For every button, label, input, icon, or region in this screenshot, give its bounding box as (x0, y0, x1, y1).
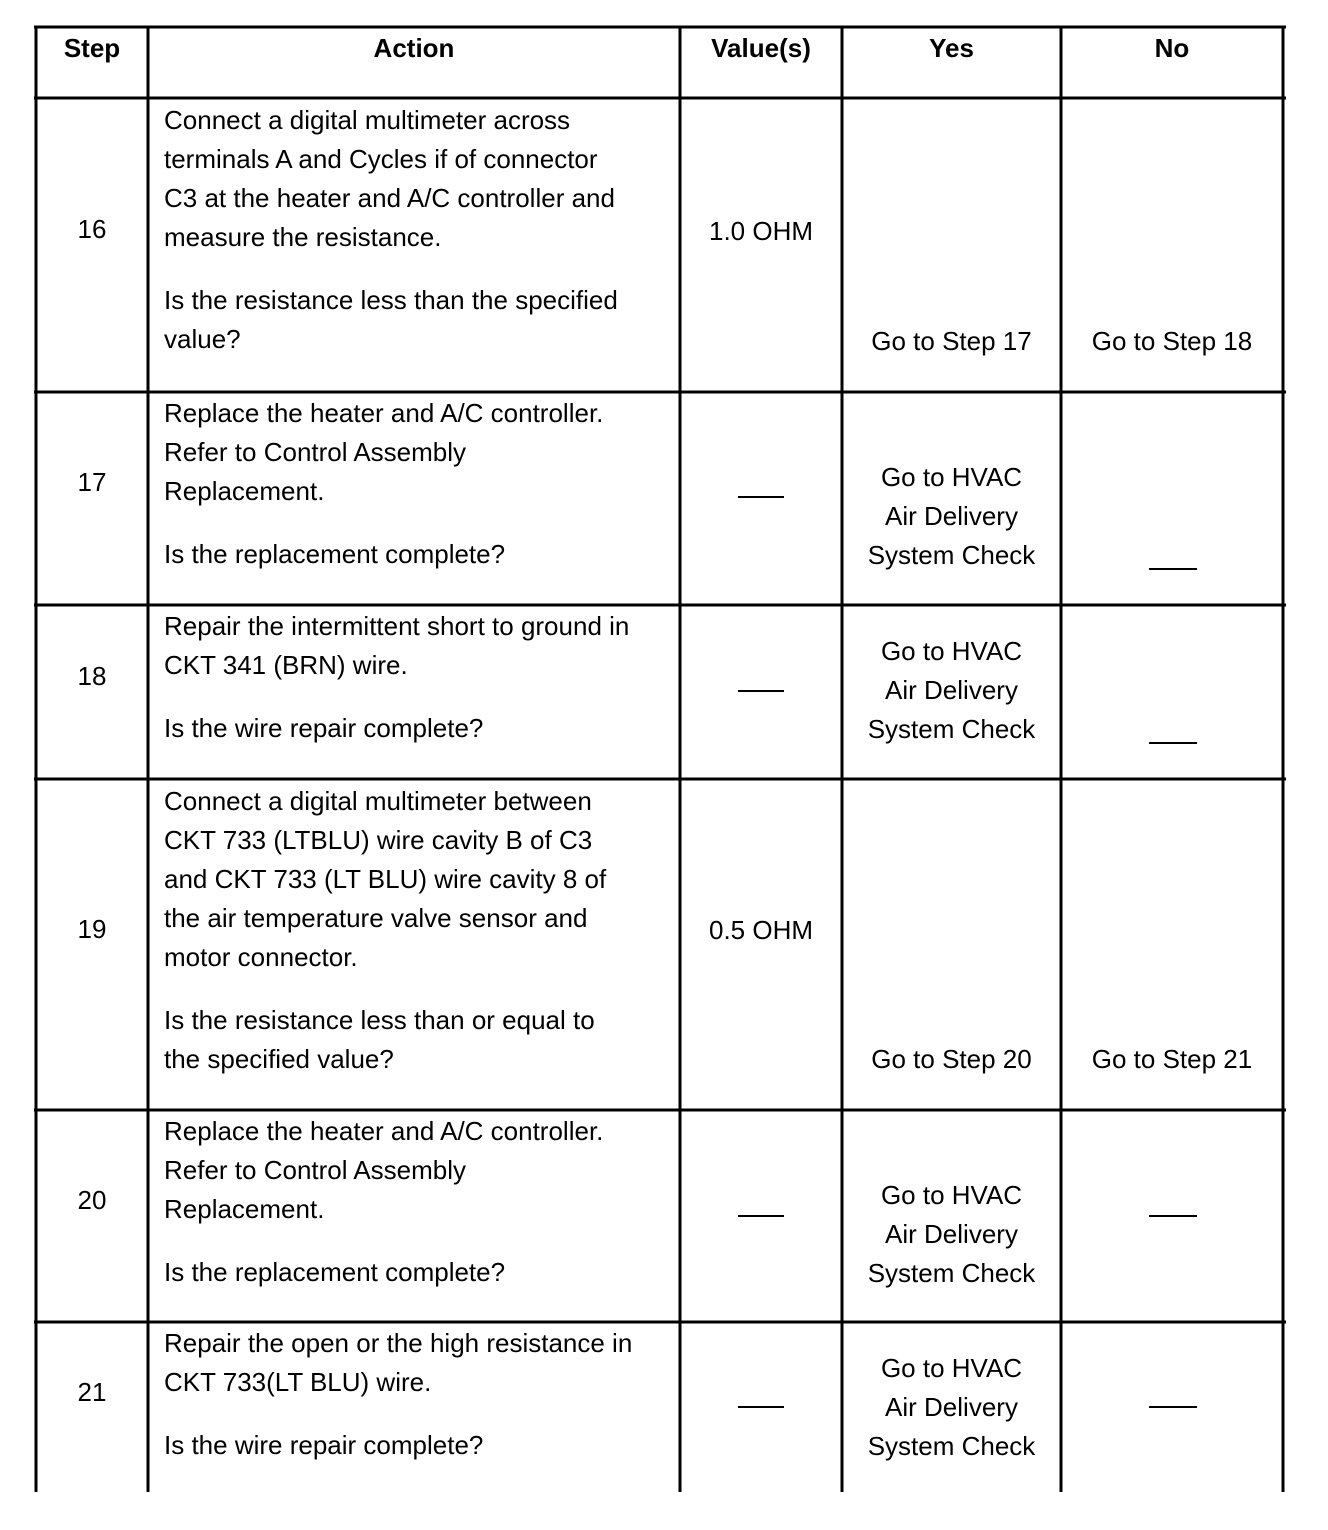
header-action: Action (373, 33, 455, 63)
table-row-step: 21 (77, 1377, 107, 1407)
question-line: value? (164, 324, 241, 354)
yes-line: Go to HVAC (880, 462, 1023, 492)
no-empty-dash (1149, 1406, 1197, 1408)
action-line: CKT 341 (BRN) wire. (164, 650, 408, 680)
table-row-yes: Go to Step 20 (871, 1044, 1032, 1074)
action-line: Replace the heater and A/C controller. (164, 1116, 604, 1146)
table-row-action (164, 394, 680, 574)
table-row-action (164, 1112, 680, 1292)
yes-line: Air Delivery (885, 501, 1018, 531)
table-row-value: 0.5 OHM (708, 915, 814, 945)
question-line: the specified value? (164, 1044, 394, 1074)
yes-line: System Check (867, 1258, 1036, 1288)
table-row-action (164, 101, 680, 359)
table-row-yes (842, 1176, 1061, 1293)
header-no: No (1154, 33, 1190, 63)
yes-line: Air Delivery (885, 675, 1018, 705)
action-line: motor connector. (164, 942, 358, 972)
action-line: the air temperature valve sensor and (164, 903, 588, 933)
action-line: Replacement. (164, 1194, 325, 1224)
yes-line: System Check (867, 714, 1036, 744)
yes-line: Go to HVAC (880, 1180, 1023, 1210)
question-line: Is the wire repair complete? (164, 713, 484, 743)
table-row-step: 19 (77, 914, 107, 944)
action-line: Repair the intermittent short to ground in (164, 611, 630, 641)
table-row-yes: Go to Step 17 (871, 326, 1032, 356)
action-line: and CKT 733 (LT BLU) wire cavity 8 of (164, 864, 607, 894)
action-line: C3 at the heater and A/C controller and (164, 183, 615, 213)
table-row-action (164, 1324, 680, 1465)
table-row-value: 1.0 OHM (708, 216, 814, 246)
action-line: Refer to Control Assembly (164, 437, 467, 467)
header-step: Step (63, 33, 121, 63)
table-row-yes (842, 458, 1061, 575)
table-row-yes (842, 632, 1061, 749)
value-empty-dash (738, 690, 784, 692)
table-row-step: 18 (77, 661, 107, 691)
action-line: Connect a digital multimeter between (164, 786, 592, 816)
table-row-no: Go to Step 18 (1091, 326, 1253, 356)
action-line: Refer to Control Assembly (164, 1155, 467, 1185)
table-row-no: Go to Step 21 (1091, 1044, 1253, 1074)
action-line: Repair the open or the high resistance in (164, 1328, 633, 1358)
no-empty-dash (1149, 568, 1197, 570)
action-line: Replace the heater and A/C controller. (164, 398, 604, 428)
action-line: CKT 733(LT BLU) wire. (164, 1367, 432, 1397)
table-row-action (164, 607, 680, 748)
yes-line: System Check (867, 540, 1036, 570)
yes-line: Go to HVAC (880, 1353, 1023, 1383)
action-line: Replacement. (164, 476, 325, 506)
question-line: Is the resistance less than the specified (164, 285, 618, 315)
table-row-step: 20 (77, 1185, 107, 1215)
no-empty-dash (1149, 1215, 1197, 1217)
action-line: terminals A and Cycles if of connector (164, 144, 598, 174)
table-row-action (164, 782, 680, 1079)
table-row-step: 17 (77, 467, 107, 497)
value-empty-dash (738, 496, 784, 498)
action-line: measure the resistance. (164, 222, 442, 252)
yes-line: Air Delivery (885, 1219, 1018, 1249)
header-yes: Yes (929, 33, 974, 63)
yes-line: Air Delivery (885, 1392, 1018, 1422)
action-line: CKT 733 (LTBLU) wire cavity B of C3 (164, 825, 593, 855)
value-empty-dash (738, 1215, 784, 1217)
question-line: Is the replacement complete? (164, 539, 506, 569)
question-line: Is the wire repair complete? (164, 1430, 484, 1460)
question-line: Is the replacement complete? (164, 1257, 506, 1287)
value-empty-dash (738, 1406, 784, 1408)
header-values: Value(s) (711, 33, 811, 63)
yes-line: Go to HVAC (880, 636, 1023, 666)
action-line: Connect a digital multimeter across (164, 105, 571, 135)
yes-line: System Check (867, 1431, 1036, 1461)
table-row-yes (842, 1349, 1061, 1466)
question-line: Is the resistance less than or equal to (164, 1005, 595, 1035)
no-empty-dash (1149, 742, 1197, 744)
table-row-step: 16 (77, 214, 107, 244)
